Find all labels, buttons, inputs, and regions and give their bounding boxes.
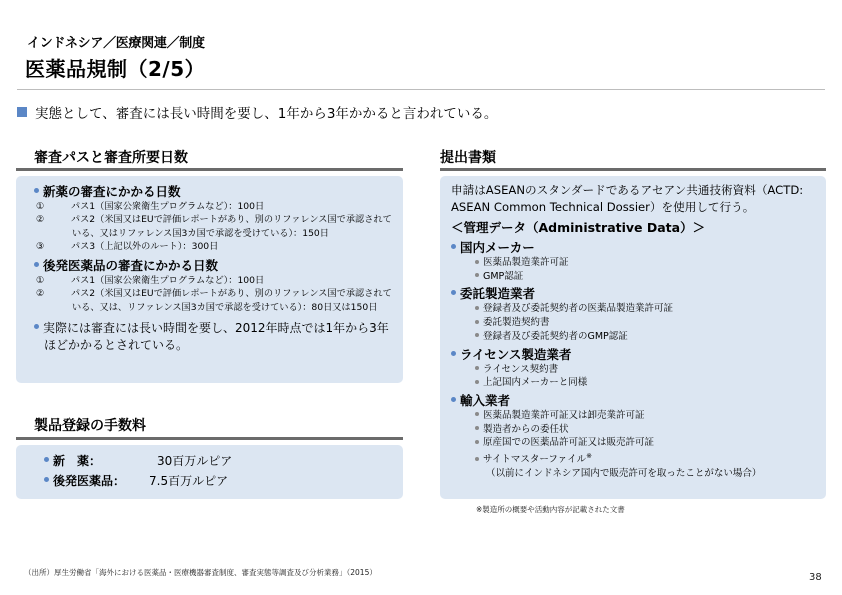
bullet-icon <box>44 477 49 482</box>
item-text: パス1（国家公衆衛生プログラムなど）：100日 <box>70 275 265 287</box>
new-drug-title <box>34 183 399 200</box>
fee-row-generic <box>44 471 232 491</box>
sub-bullet-icon <box>475 440 479 444</box>
sub-bullet-icon <box>475 306 479 310</box>
list-item <box>36 213 399 240</box>
fee-value: 30百万ルピア <box>157 454 233 468</box>
page-title: 医薬品規制（2/5） <box>25 57 206 81</box>
group-license-maker <box>451 347 821 390</box>
list-item <box>451 423 821 437</box>
fees-heading: 製品登録の手数料 <box>34 418 146 434</box>
item-text: 登録者及び委託契約者のGMP認証 <box>483 330 628 342</box>
actual-duration-note <box>34 320 399 354</box>
list-item <box>451 316 821 330</box>
list-item <box>451 436 821 450</box>
footnote-mark: ※ <box>586 452 593 461</box>
item-text: パス2（米国又はEUで評価レポートがあり、別のリファレンス国で承認されている、又は、リファレンス国3カ国で承認を受けている）：80日又は150日 <box>70 288 392 313</box>
review-heading: 審査パスと審査所要日数 <box>34 150 188 166</box>
item-text: 製造者からの委任状 <box>483 423 569 435</box>
item-text: パス3（上記以外のルート）：300日 <box>70 240 219 252</box>
item-text: 医薬品製造業許可証 <box>483 257 569 268</box>
actual-duration-text: 実際には審査には長い時間を要し、2012年時点では1年から3年ほどかかるとされている。 <box>43 321 389 353</box>
sub-bullet-icon <box>475 333 479 337</box>
group-importer <box>451 393 821 481</box>
list-item <box>451 270 821 284</box>
sub-bullet-icon <box>475 273 479 277</box>
fees-box <box>16 445 403 499</box>
generic-title <box>34 257 399 274</box>
review-heading-rule <box>16 168 403 171</box>
source-citation: （出所）厚生労働省「海外における医薬品・医療機器審査制度、審査実態等調査及び分析業務」（2015） <box>24 568 377 577</box>
group-title-text: 委託製造業者 <box>460 286 536 302</box>
list-item <box>451 302 821 316</box>
list-item <box>451 409 821 423</box>
group-title-text: 輸入業者 <box>460 392 511 408</box>
fee-row-new-drug <box>44 451 232 471</box>
bullet-icon <box>451 244 456 249</box>
sub-bullet-icon <box>475 457 479 461</box>
list-item <box>36 274 399 287</box>
item-text: 上記国内メーカーと同様 <box>483 377 588 389</box>
list-item <box>451 256 821 270</box>
documents-heading: 提出書類 <box>440 150 496 166</box>
bullet-icon <box>451 397 456 402</box>
list-item <box>451 376 821 390</box>
list-item <box>36 287 399 314</box>
sub-bullet-icon <box>475 412 479 416</box>
new-drug-title-text: 新薬の審査にかかる日数 <box>43 184 181 199</box>
group-title <box>451 286 821 302</box>
sub-bullet-icon <box>475 320 479 324</box>
bullet-icon <box>44 457 49 462</box>
fee-value: 7.5百万ルピア <box>149 474 229 488</box>
fees-heading-rule <box>16 437 403 440</box>
item-text: パス1（国家公衆衛生プログラムなど）：100日 <box>70 201 265 212</box>
group-title-text: ライセンス製造業者 <box>460 346 572 362</box>
group-domestic-maker <box>451 240 821 283</box>
documents-heading-rule <box>440 168 826 171</box>
list-item <box>36 200 399 213</box>
bullet-icon <box>451 351 456 356</box>
group-contract-maker <box>451 286 821 343</box>
documents-box <box>440 176 826 499</box>
footnote: ※製造所の概要や活動内容が記載された文書 <box>476 505 625 514</box>
bullet-icon <box>34 324 39 329</box>
sub-bullet-icon <box>475 260 479 264</box>
group-title-text: 国内メーカー <box>460 240 535 255</box>
lead-statement <box>17 102 497 122</box>
documents-intro: 申請はASEANのスタンダードであるアセアン共通技術資料（ACTD: ASEAN Common Technical Dossier）を使用して行う。 <box>451 183 804 214</box>
square-bullet-icon <box>17 107 27 117</box>
fee-label: 新 薬： <box>53 454 102 468</box>
admin-data-heading: ＜管理データ（Administrative Data）＞ <box>451 220 706 235</box>
item-text: 委託製造契約書 <box>483 317 550 329</box>
bullet-icon <box>451 290 456 295</box>
item-number: ① <box>36 275 45 287</box>
fee-label: 後発医薬品： <box>53 474 126 488</box>
group-title <box>451 347 821 363</box>
list-item <box>36 240 399 253</box>
item-text: サイトマスターファイル <box>483 454 587 466</box>
generic-list <box>36 274 399 314</box>
group-title <box>451 240 821 256</box>
review-box <box>16 176 403 383</box>
breadcrumb: インドネシア／医療関連／制度 <box>27 36 205 51</box>
bullet-icon <box>34 262 39 267</box>
item-number: ③ <box>36 240 45 252</box>
lead-text: 実態として、審査には長い時間を要し、1年から3年かかると言われている。 <box>35 106 498 122</box>
item-text: 原産国での医薬品許可証又は販売許可証 <box>483 437 655 449</box>
list-item <box>451 450 821 467</box>
generic-title-text: 後発医薬品の審査にかかる日数 <box>43 258 219 274</box>
list-item-continuation: （以前にインドネシア国内で販売許可を取ったことがない場合） <box>486 467 762 479</box>
item-text: ライセンス契約書 <box>483 363 559 375</box>
new-drug-list <box>36 200 399 253</box>
item-number: ② <box>36 214 45 226</box>
group-title <box>451 393 821 409</box>
item-text: GMP認証 <box>483 270 524 282</box>
item-number: ① <box>36 201 45 212</box>
sub-bullet-icon <box>475 366 479 370</box>
item-text: 登録者及び委託契約者の医薬品製造業許可証 <box>483 303 674 315</box>
page-number: 38 <box>809 572 822 583</box>
bullet-icon <box>34 188 39 193</box>
sub-bullet-icon <box>475 380 479 384</box>
list-item <box>451 363 821 377</box>
item-text: パス2（米国又はEUで評価レポートがあり、別のリファレンス国で承認されている、又はリファレンス国3カ国で承認を受けている）：150日 <box>70 214 392 239</box>
sub-bullet-icon <box>475 426 479 430</box>
item-number: ② <box>36 288 45 300</box>
item-text: 医薬品製造業許可証又は卸売業許可証 <box>483 409 645 421</box>
list-item <box>451 330 821 344</box>
title-divider <box>17 89 825 90</box>
